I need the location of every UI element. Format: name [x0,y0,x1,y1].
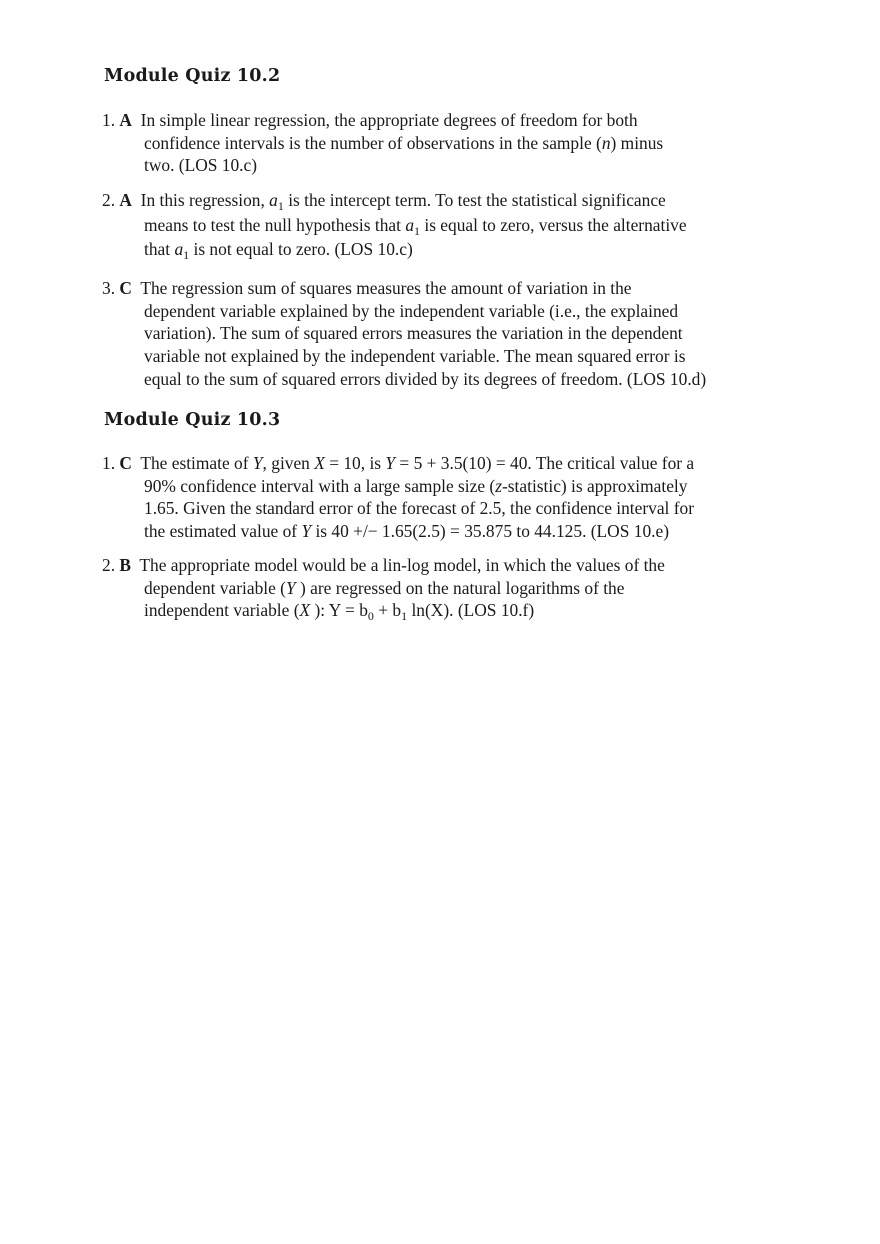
answer-number: 2. [102,190,116,210]
answer-item [102,277,792,391]
answer-text-line: that $a_1$ is not equal to zero. (LOS 10.c) [144,239,413,263]
answer-text-line: the estimated value of Y is 40 +/− 1.65(2.5) = 35.875 to 44.125. (LOS 10.e) [144,521,670,542]
answer-letter: A [119,110,132,130]
answer-text-line: independent variable (X ): $Y = b_0 + b_1$ ln(X). (LOS 10.f) [144,600,535,624]
answer-letter: C [119,278,132,298]
answer-text-line: In this regression, $a_1$ is the intercept term. To test the statistical significance [140,190,666,213]
answer-number: 1. [102,110,116,130]
section-title: Module Quiz 10.2 [104,66,281,86]
answer-text-line: variation). The sum of squared errors measures the variation in the dependent [144,323,683,344]
answer-text-line: In simple linear regression, the appropriate degrees of freedom for both [140,110,638,130]
answer-text-line: dependent variable explained by the independent variable (i.e., the explained [144,300,679,321]
answer-text-line: The regression sum of squares measures the amount of variation in the [140,278,632,298]
answer-number: 3. [102,278,116,298]
answer-text-line: confidence intervals is the number of observations in the sample (n) minus [144,132,664,153]
answer-number: 1. [102,453,116,473]
answer-text-line: The estimate of Y, given X = 10, is Y = 5 + 3.5(10) = 40. The critical value for a [140,453,695,473]
section-title: Module Quiz 10.3 [104,410,281,430]
answer-item [102,189,792,261]
answer-letter: A [119,190,132,210]
answer-text-line: two. (LOS 10.c) [144,155,258,176]
answer-text-line: dependent variable (Y ) are regressed on the natural logarithms of the [144,577,625,598]
answer-text-line: The appropriate model would be a lin-log model, in which the values of the [139,555,665,575]
answer-text-line: 1.65. Given the standard error of the forecast of 2.5, the confidence interval for [144,498,695,519]
answer-item [102,452,792,543]
answer-text-line: means to test the null hypothesis that $a_1$ is equal to zero, versus the alternative [144,214,687,238]
answer-item [102,109,792,177]
answer-text-line: equal to the sum of squared errors divided by its degrees of freedom. (LOS 10.d) [144,368,707,389]
answer-number: 2. [102,555,116,575]
answer-text-line: variable not explained by the independent variable. The mean squared error is [144,346,686,367]
answer-item [102,554,792,622]
answer-letter: B [119,555,132,575]
answer-text-line: 90% confidence interval with a large sample size (z-statistic) is approximately [144,475,688,496]
answer-letter: C [119,453,132,473]
